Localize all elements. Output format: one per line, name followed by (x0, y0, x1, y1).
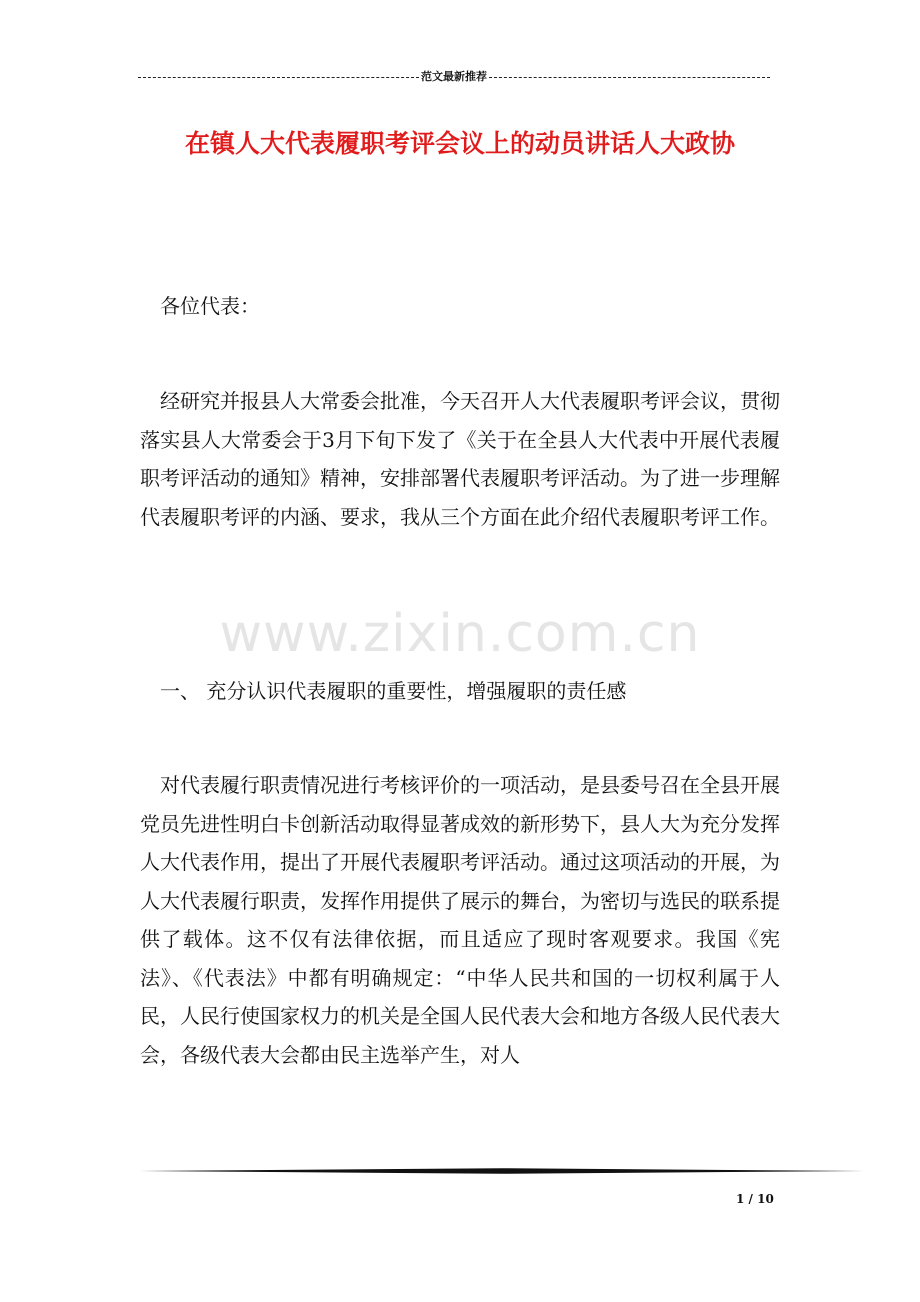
salutation: 各位代表： (160, 294, 260, 318)
section-heading-1: 一、 充分认识代表履职的重要性，增强履职的责任感 (160, 679, 627, 703)
document-title: 在镇人大代表履职考评会议上的动员讲话人大政协 (184, 129, 735, 158)
header-dash-left (138, 77, 419, 78)
paragraph-intro: 经研究并报县人大常委会批准，今天召开人大代表履职考评会议，贯彻落实县人大常委会于3月下旬下发了《关于在全县人大代表中开展代表履职考评活动的通知》精神，安排部署代表履职考评活动。为了进一步理解代表履职考评的内涵、要求，我从三个方面在此介绍代表履职考评工作。 (140, 389, 780, 529)
header-label: 范文最新推荐 (421, 70, 487, 83)
page-number: 1 / 10 (736, 1192, 774, 1206)
footer-rule (140, 1168, 864, 1174)
paragraph-body: 对代表履行职责情况进行考核评价的一项活动，是县委号召在全县开展党员先进性明白卡创新活动取得显著成效的新形势下，县人大为充分发挥人大代表作用，提出了开展代表履职考评活动。通过这项活动的开展，为人大代表履行职责，发挥作用提供了展示的舞台，为密切与选民的联系提供了载体。这不仅有法律依据，而且适应了现时客观要求。我国《宪法》、《代表法》中都有明确规定：“中华人民共和国的一切权利属于人民，人民行使国家权力的机关是全国人民代表大会和地方各级人民代表大会，各级代表大会都由民主选举产生，对人 (140, 773, 780, 1067)
page-header (138, 68, 770, 84)
header-dash-right (489, 77, 770, 78)
watermark: www.zixin.com.cn (219, 604, 701, 664)
